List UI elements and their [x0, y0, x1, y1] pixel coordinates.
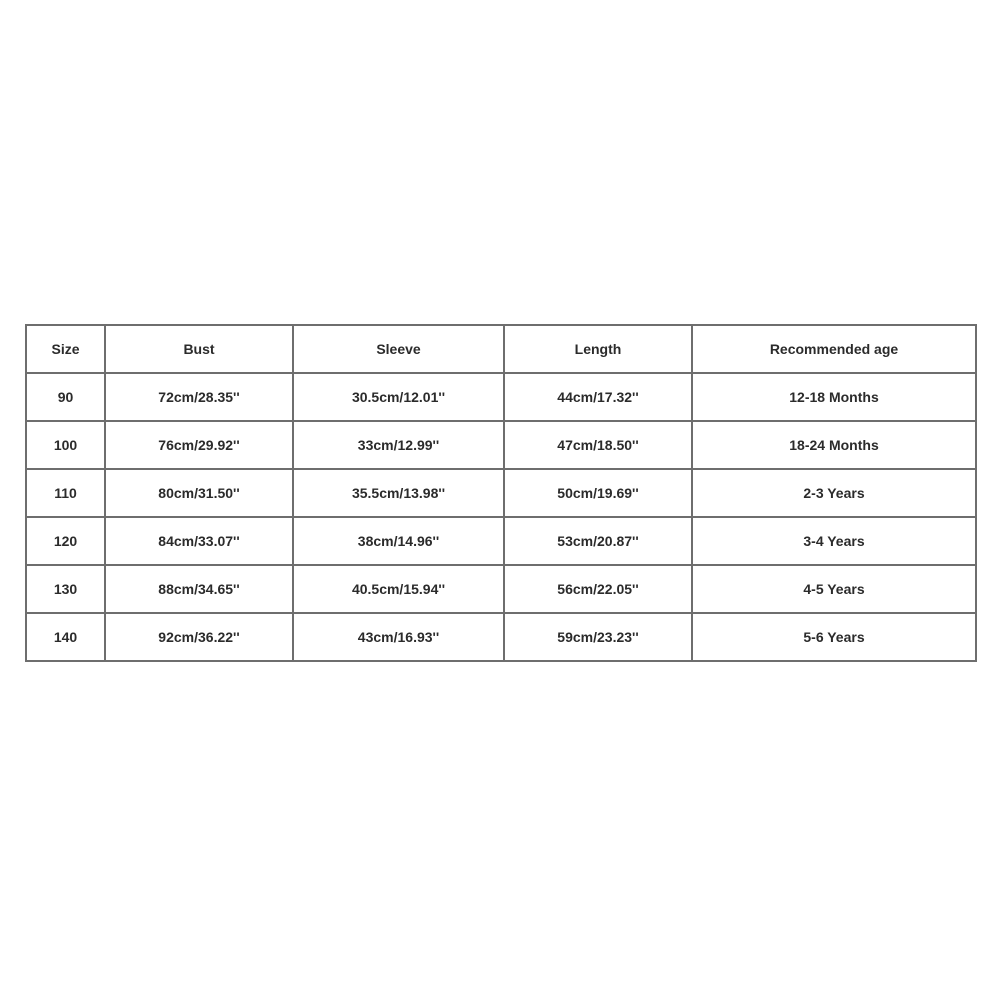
table-row — [26, 469, 976, 517]
cell-bust: 92cm/36.22'' — [105, 613, 293, 661]
cell-sleeve: 38cm/14.96'' — [293, 517, 504, 565]
cell-bust: 72cm/28.35'' — [105, 373, 293, 421]
table-row — [26, 421, 976, 469]
cell-bust: 84cm/33.07'' — [105, 517, 293, 565]
table-row — [26, 517, 976, 565]
cell-length: 50cm/19.69'' — [504, 469, 692, 517]
cell-length: 59cm/23.23'' — [504, 613, 692, 661]
header-length: Length — [504, 325, 692, 373]
cell-sleeve: 33cm/12.99'' — [293, 421, 504, 469]
table-header-row — [26, 325, 976, 373]
cell-size: 140 — [26, 613, 105, 661]
cell-recommended-age: 5-6 Years — [692, 613, 976, 661]
cell-sleeve: 30.5cm/12.01'' — [293, 373, 504, 421]
cell-size: 100 — [26, 421, 105, 469]
table-row — [26, 613, 976, 661]
cell-size: 90 — [26, 373, 105, 421]
cell-length: 56cm/22.05'' — [504, 565, 692, 613]
header-recommended-age: Recommended age — [692, 325, 976, 373]
size-chart-table — [25, 324, 977, 662]
cell-sleeve: 40.5cm/15.94'' — [293, 565, 504, 613]
cell-length: 44cm/17.32'' — [504, 373, 692, 421]
header-bust: Bust — [105, 325, 293, 373]
cell-recommended-age: 2-3 Years — [692, 469, 976, 517]
cell-recommended-age: 3-4 Years — [692, 517, 976, 565]
cell-recommended-age: 12-18 Months — [692, 373, 976, 421]
cell-recommended-age: 18-24 Months — [692, 421, 976, 469]
table-row — [26, 373, 976, 421]
cell-bust: 80cm/31.50'' — [105, 469, 293, 517]
cell-size: 110 — [26, 469, 105, 517]
cell-size: 120 — [26, 517, 105, 565]
table-row — [26, 565, 976, 613]
cell-sleeve: 43cm/16.93'' — [293, 613, 504, 661]
cell-size: 130 — [26, 565, 105, 613]
cell-bust: 88cm/34.65'' — [105, 565, 293, 613]
cell-length: 53cm/20.87'' — [504, 517, 692, 565]
header-sleeve: Sleeve — [293, 325, 504, 373]
cell-bust: 76cm/29.92'' — [105, 421, 293, 469]
header-size: Size — [26, 325, 105, 373]
cell-sleeve: 35.5cm/13.98'' — [293, 469, 504, 517]
cell-recommended-age: 4-5 Years — [692, 565, 976, 613]
cell-length: 47cm/18.50'' — [504, 421, 692, 469]
